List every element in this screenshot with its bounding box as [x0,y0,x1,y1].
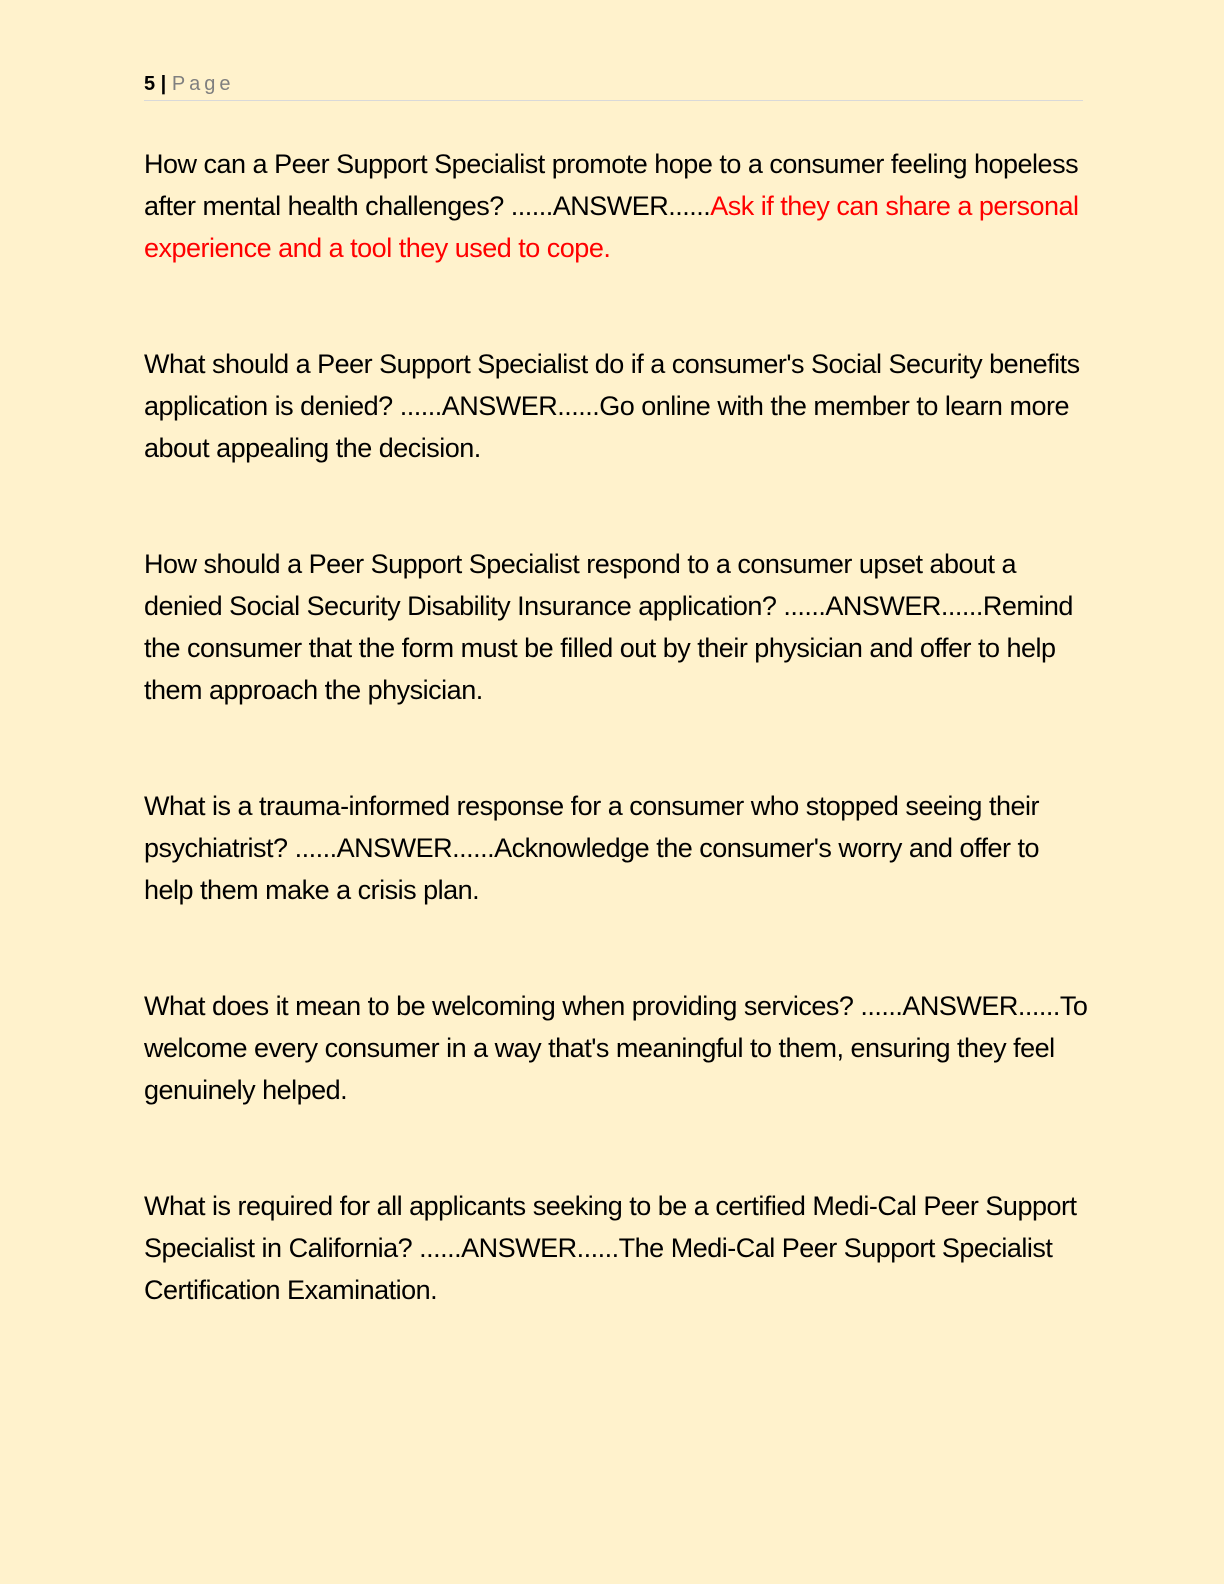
qa-item-5 [144,985,1089,1111]
answer-marker: ......ANSWER...... [510,191,711,221]
answer-text: The Medi-Cal Peer Support Specialist Certification Examination. [144,1233,1053,1305]
page-header [144,72,1083,101]
question-text: What should a Peer Support Specialist do if a consumer's Social Security benefits application is denied? [144,349,1080,421]
qa-item-4 [144,785,1089,911]
answer-marker: ......ANSWER...... [399,391,600,421]
page-separator: | [155,73,172,95]
answer-text: To welcome every consumer in a way that's meaningful to them, ensuring they feel genuinely helped. [144,991,1088,1105]
question-text: What is a trauma-informed response for a consumer who stopped seeing their psychiatrist? [144,791,1039,863]
answer-text-highlighted: Ask if they can share a personal experience and a tool they used to cope. [144,191,1079,263]
question-text: How can a Peer Support Specialist promote hope to a consumer feeling hopeless after mental health challenges? [144,149,1079,221]
question-text: How should a Peer Support Specialist respond to a consumer upset about a denied Social Security Disability Insurance application? [144,549,1017,621]
answer-text: Remind the consumer that the form must be filled out by their physician and offer to help them approach the physician. [144,591,1073,705]
page-number: 5 [144,73,156,95]
qa-item-2 [144,343,1089,469]
qa-item-6 [144,1185,1089,1311]
page-label: Page [171,73,235,95]
question-text: What is required for all applicants seeking to be a certified Medi-Cal Peer Support Specialist in California? [144,1191,1077,1263]
qa-item-3 [144,543,1089,711]
answer-marker: ......ANSWER...... [294,833,495,863]
document-body [144,143,1089,1311]
answer-text: Acknowledge the consumer's worry and offer to help them make a crisis plan. [144,833,1040,905]
answer-marker: ......ANSWER...... [783,591,983,621]
answer-marker: ......ANSWER...... [860,991,1060,1021]
question-text: What does it mean to be welcoming when providing services? [144,991,861,1021]
answer-marker: ......ANSWER...... [419,1233,619,1263]
qa-item-1 [144,143,1089,269]
answer-text: Go online with the member to learn more about appealing the decision. [144,391,1069,463]
